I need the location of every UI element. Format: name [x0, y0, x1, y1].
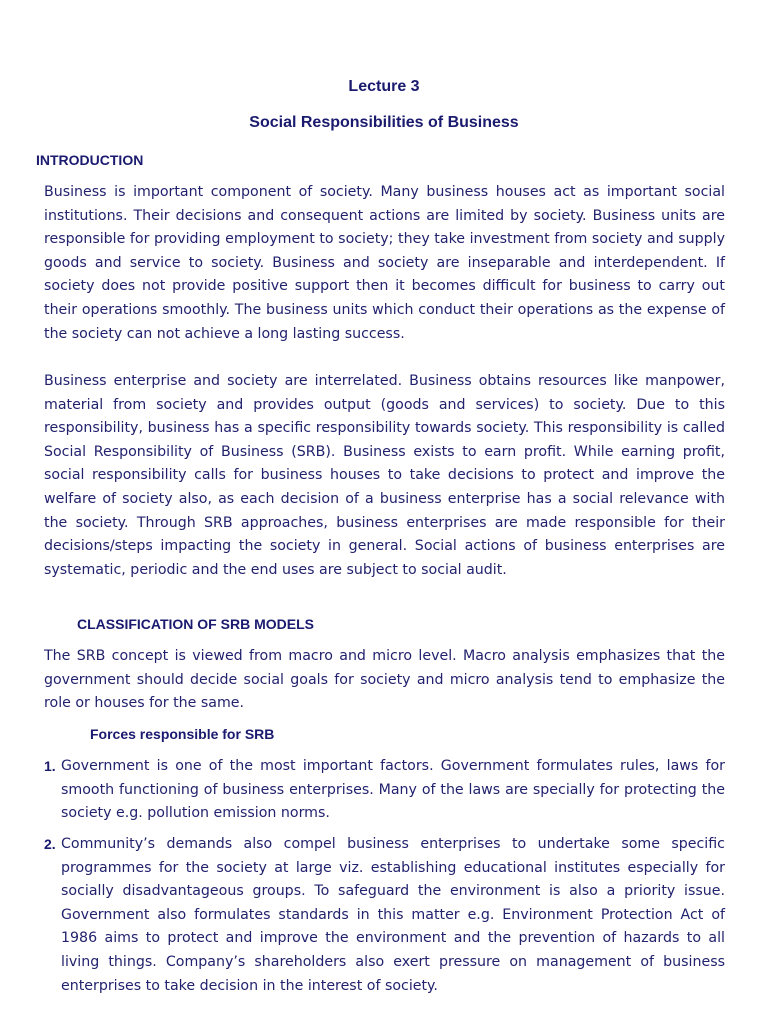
list-item-text: Community’s demands also compel business enterprises to undertake some specific programmes for the society at large viz. establishing educational institutes especially for socially disadvantageous groups. To safeguard the environment is also a priority issue. Government also formulates standards in this matter e.g. Environment Protection Act of 1986 aims to protect and improve the environment and the prevention of hazards to all living things. Company’s shareholders also exert pressure on management of business enterprises to take decision in the interest of society.: [61, 836, 725, 994]
intro-paragraph-1: Business is important component of society. Many business houses act as important social institutions. Their decisions and consequent actions are limited by society. Business units are responsible for providing employment to society; they take investment from society and supply goods and service to society. Business and society are inseparable and interdependent. If society does not provide positive support then it becomes difficult for business to carry out their operations smoothly. The business units which conduct their operations as the expense of the society can not achieve a long lasting success.: [44, 184, 725, 342]
forces-heading: Forces responsible for SRB: [90, 726, 275, 742]
list-item-text: Government is one of the most important factors. Government formulates rules, laws for smooth functioning of business enterprises. Many of the laws are specially for protecting the society e.g. pollution emission norms.: [61, 758, 725, 822]
list-item-number: 2.: [44, 836, 56, 852]
classification-heading: CLASSIFICATION OF SRB MODELS: [77, 616, 314, 632]
introduction-heading: INTRODUCTION: [36, 152, 144, 168]
intro-paragraph-2: Business enterprise and society are interrelated. Business obtains resources like manpower, material from society and provides output (goods and services) to society. Due to this responsibility, business has a specific responsibility towards society. This responsibility is called Social Responsibility of Business (SRB). Business exists to earn profit. While earning profit, social responsibility calls for business houses to take decisions to protect and improve the welfare of society also, as each decision of a business enterprise has a social relevance with the society. Through SRB approaches, business enterprises are made responsible for their decisions/steps impacting the society in general. Social actions of business enterprises are systematic, periodic and the end uses are subject to social audit.: [44, 373, 725, 578]
page-title: Social Responsibilities of Business: [249, 114, 519, 131]
lecture-number: Lecture 3: [348, 78, 420, 95]
list-item-number: 1.: [44, 758, 56, 774]
classification-paragraph: The SRB concept is viewed from macro and micro level. Macro analysis emphasizes that the government should decide social goals for society and micro analysis tend to emphasize the role or houses for the same.: [44, 648, 725, 712]
